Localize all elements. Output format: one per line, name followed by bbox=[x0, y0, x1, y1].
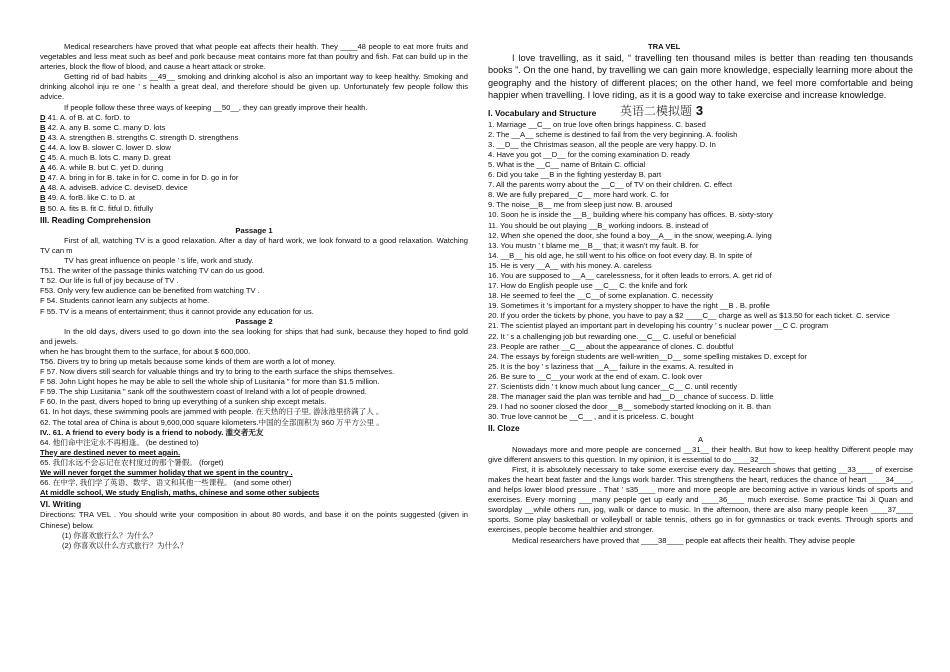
tf-52: T 52. Our life is full of joy because of TV . bbox=[40, 276, 179, 286]
vocab-item: 5. What is the __C__ name of Britain C. official bbox=[488, 159, 646, 169]
travel-title: TRA VEL bbox=[648, 42, 681, 51]
vocab-item: 22. It ’ s a challenging job but rewarding one.__C__ C. useful or beneficial bbox=[488, 331, 736, 341]
answer-65: We will never forget the summer holiday that we spent in the country . bbox=[40, 468, 293, 478]
left-column bbox=[40, 42, 468, 551]
section-translation-heading: IV.. 61. A friend to every body is a friend to nobody. 滥交者无友 bbox=[40, 427, 264, 437]
question-65: 65. 我们永远不会忘记在农村度过的那个暑假。 (forget) bbox=[40, 457, 224, 467]
vocab-item: 16. You are supposed to __A__ carelessness, for it often leads to errors. A. get rid of bbox=[488, 270, 772, 280]
option-42: B 42. A. any B. some C. many D. lots bbox=[40, 122, 166, 132]
option-50: B 50. A. fits B. fit C. fitful D. fitfully bbox=[40, 203, 154, 213]
tf-55: F 55. TV is a means of entertainment; thus it cannot provide any education for us. bbox=[40, 306, 314, 316]
answer-list-41-50 bbox=[40, 113, 468, 214]
vocab-item: 11. You should be out playing __B_ working indoors. B. instead of bbox=[488, 220, 709, 230]
writing-directions: Directions: TRA VEL . You should write your composition in about 80 words, and base it on the points suggested (given in Chinese) below. bbox=[40, 510, 468, 530]
translation-62: 62. The total area of China is about 9,600,000 square kilometers.中国的全部面积为 960 万平方公里 。 bbox=[40, 417, 384, 427]
cloze-paragraph-49: Getting rid of bad habits __49__ smoking and drinking alcohol is also an important way to keep healthy. Smoking and drinking alcohol inju re one ’ s health a great deal, and therefore should be given up. Unfortunately few people follow this advice. bbox=[40, 72, 468, 102]
cloze-part-label: A bbox=[697, 434, 704, 444]
tf-58: F 58. John Light hopes he may be able to sell the whole ship of Lusitania ” for more than $1.5 million. bbox=[40, 377, 380, 387]
cloze-paragraph-3: Medical researchers have proved that ____38____ people eat affects their health. They advise people bbox=[512, 535, 855, 545]
option-41: D 41. A. of B. at C. forD. to bbox=[40, 112, 130, 122]
tf-57: F 57. Now divers still search for valuable things and try to bring to the earth surface the ships themselves. bbox=[40, 367, 395, 377]
tf-59: F 59. The ship Lusitania ” sank off the southwestern coast of Ireland with a lot of people drowned. bbox=[40, 387, 367, 397]
vocab-item: 27. Scientists didn ’ t know much about lung cancer__C__ C. until recently bbox=[488, 382, 738, 392]
vocab-item: 4. Have you got __D__ for the coming examination D. ready bbox=[488, 149, 690, 159]
option-47: D 47. A. bring in for B. take in for C. come in for D. go in for bbox=[40, 173, 239, 183]
vocab-item: 13. You mustn ’ t blame me__B__ that; it wasn't my fault. B. for bbox=[488, 240, 699, 250]
cloze-paragraph-2: First, it is absolutely necessary to take some exercise every day. Research shows that getting __33____ of exercise makes the heart beat faster and the lungs work harder. This strengthens the heart, reduces the chance of heart ____34____, and helps lower blood pressure . That ’ s35____ more and more people are becoming active in various kinds of sports and exercises. Every morning ___many people get up early and ____36____ much exercise. Some practice Tai Ji Quan and swordplay __while others run, jog, walk or dance to music. In the afternoon, there are also many people keen ____37____ sports. Some play basketball or volleyball or table tennis, others go in for gymnastics or track events. Through sports and exercises, people become healthier and stronger. bbox=[488, 464, 913, 535]
vocab-item: 19. Sometimes it ’s important for a mystery shopper to have the right __B . B. profile bbox=[488, 301, 770, 311]
section-cloze-heading: II. Cloze bbox=[488, 423, 520, 434]
vocab-item: 12. When she opened the door, she found a boy__A__ in the snow, weeping.A. lying bbox=[488, 230, 772, 240]
option-44: C 44. A. low B. slower C. lower D. slow bbox=[40, 142, 171, 152]
vocab-item: 18. He seemed to feel the __C__of some explanation. C. necessity bbox=[488, 291, 713, 301]
writing-point-2: (2) 你喜欢以什么方式旅行？为什么？ bbox=[62, 540, 188, 550]
passage-1-heading: Passage 1 bbox=[235, 225, 273, 235]
translation-61: 61. In hot days, these swimming pools are jammed with people. 在天热的日子里, 游泳池里挤满了人 。 bbox=[40, 407, 384, 417]
vocabulary-list bbox=[488, 120, 913, 423]
cloze-paragraph-50: If people follow these three ways of keeping __50__, they can greatly improve their health. bbox=[64, 102, 368, 112]
vocab-item: 8. We are fully prepared__C__ more hard work. C. for bbox=[488, 190, 669, 200]
vocab-item: 26. Be sure to __C__your work at the end of exam. C. look over bbox=[488, 371, 703, 381]
vocab-item: 2. The __A__ scheme is destined to fail from the very beginning. A. foolish bbox=[488, 129, 738, 139]
vocab-item: 23. People are rather __C__ about the appearance of clones. C. doubtful bbox=[488, 341, 734, 351]
tf-53: F53. Only very few audience can be benefited from watching TV . bbox=[40, 286, 260, 296]
question-66: 66. 在中学, 我们学了英语、数学、语文和其他一些课程。 (and some other) bbox=[40, 478, 292, 488]
document-title-number: 3 bbox=[695, 103, 704, 118]
vocab-item: 17. How do English people use __C__ C. the knife and fork bbox=[488, 281, 688, 291]
tf-54: F 54. Students cannot learn any subjects at home. bbox=[40, 296, 210, 306]
option-49: B 49. A. forB. like C. to D. at bbox=[40, 193, 135, 203]
passage-2-heading: Passage 2 bbox=[235, 316, 273, 326]
option-46: A 46. A. while B. but C. yet D. during bbox=[40, 163, 164, 173]
document-title bbox=[620, 102, 703, 120]
passage-2-text-2: when he has brought them to the surface, for about $ 600,000. bbox=[40, 346, 251, 356]
vocab-item: 24. The essays by foreign students are well-written__D__ some spelling mistakes D. except for bbox=[488, 351, 807, 361]
writing-point-1: (1) 你喜欢旅行么？为什么？ bbox=[62, 530, 157, 540]
vocab-item: 30. True love cannot be __C__ , and it is priceless. C. bought bbox=[488, 412, 694, 422]
option-48: A 48. A. adviseB. advice C. deviseD. device bbox=[40, 183, 188, 193]
vocab-item: 7. All the parents worry about the __C__ of TV on their children. C. effect bbox=[488, 180, 733, 190]
question-64: 64. 他们命中注定永不再相逢。 (be destined to) bbox=[40, 437, 199, 447]
passage-2-text: In the old days, divers used to go down into the sea looking for ships that had sunk, because they hoped to find gold and jewels. bbox=[40, 326, 468, 346]
tf-51: T51. The writer of the passage thinks watching TV can do us good. bbox=[40, 266, 265, 276]
option-45: C 45. A. much B. lots C. many D. great bbox=[40, 153, 171, 163]
tf-60: F 60. In the past, divers hoped to bring up everything of a sunken ship except metals. bbox=[40, 397, 327, 407]
vocab-item: 1. Marriage __C__ on true love often brings happiness. C. based bbox=[488, 119, 706, 129]
vocab-item: 6. Did you take __B in the fighting yesterday B. part bbox=[488, 170, 662, 180]
cloze-paragraph-48: Medical researchers have proved that what people eat affects their health. They ____48 people to eat more fruits and vegetables and less meat such as beef and pork because meat contains more fat than poultry and fish. Fat can build up in the arteries, block the flow of blood, and cause a heart attack or stroke. bbox=[40, 42, 468, 72]
vocab-item: 29. I had no sooner closed the door __B__ somebody started knocking on it. B. than bbox=[488, 402, 771, 412]
vocab-item: 21. The scientist played an important part in developing his country ’ s nuclear power __C C. program bbox=[488, 321, 829, 331]
tf-56: T56. Divers try to bring up metals because some kinds of them are worth a lot of money. bbox=[40, 356, 336, 366]
passage-1-text-2: TV has great influence on people ’ s life, work and study. bbox=[64, 256, 254, 266]
travel-essay: I love travelling, as it said, “ travelling ten thousand miles is better than reading ten thousands books ”. On the one hand, by travelling we can gain more knowledge, especially learning more about the geography and the history of different places; on the other hand, we feel more comfortable and being happier when travelling. I love riding, as it is a good way to take exercise and increase knowledge. bbox=[488, 53, 913, 101]
section-reading-heading: III. Reading Comprehension bbox=[40, 214, 151, 225]
option-43: D 43. A. strengthen B. strengths C. strength D. strengthens bbox=[40, 132, 239, 142]
vocab-item: 14. __B__ his old age, he still went to his office on foot every day. B. In spite of bbox=[488, 250, 752, 260]
answer-64: They are destined never to meet again. bbox=[40, 447, 181, 457]
cloze-paragraph-1: Nowadays more and more people are concerned __31__ their health. But how to keep healthy Different people may give different answers to this question. In my opinion, it is essential to do ____32____ bbox=[488, 444, 913, 464]
vocab-item: 15. He is very __A__ with his money. A. careless bbox=[488, 260, 652, 270]
vocab-item: 28. The manager said the plan was terrible and had__D__chance of success. D. little bbox=[488, 392, 774, 402]
document-title-text: 英语二模拟题 bbox=[620, 104, 693, 118]
answer-66: At middle school, We study English, maths, chinese and some other subjects bbox=[40, 488, 320, 498]
section-vocabulary-heading: I. Vocabulary and Structure bbox=[488, 108, 597, 119]
vocab-item: 25. It is the boy ’ s laziness that __A__ failure in the exams. A. resulted in bbox=[488, 361, 734, 371]
passage-1-text: First of all, watching TV is a good relaxation. After a day of hard work, we look forward to a good relaxation. Watching TV can m bbox=[40, 235, 468, 255]
vocab-item: 20. If you order the tickets by phone, you have to pay a $2 ____C__ charge as well as $13.50 for each ticket. C. service bbox=[488, 311, 890, 321]
vocab-item: 9. The noise__B__ me from sleep just now. B. aroused bbox=[488, 200, 673, 210]
vocab-item: 10. Soon he is inside the __B_ building where his company has offices. B. sixty-story bbox=[488, 210, 773, 220]
section-writing-heading: VI. Writing bbox=[40, 499, 82, 510]
vocab-item: 3. __D__ the Christmas season, all the people are very happy. D. In bbox=[488, 139, 716, 149]
